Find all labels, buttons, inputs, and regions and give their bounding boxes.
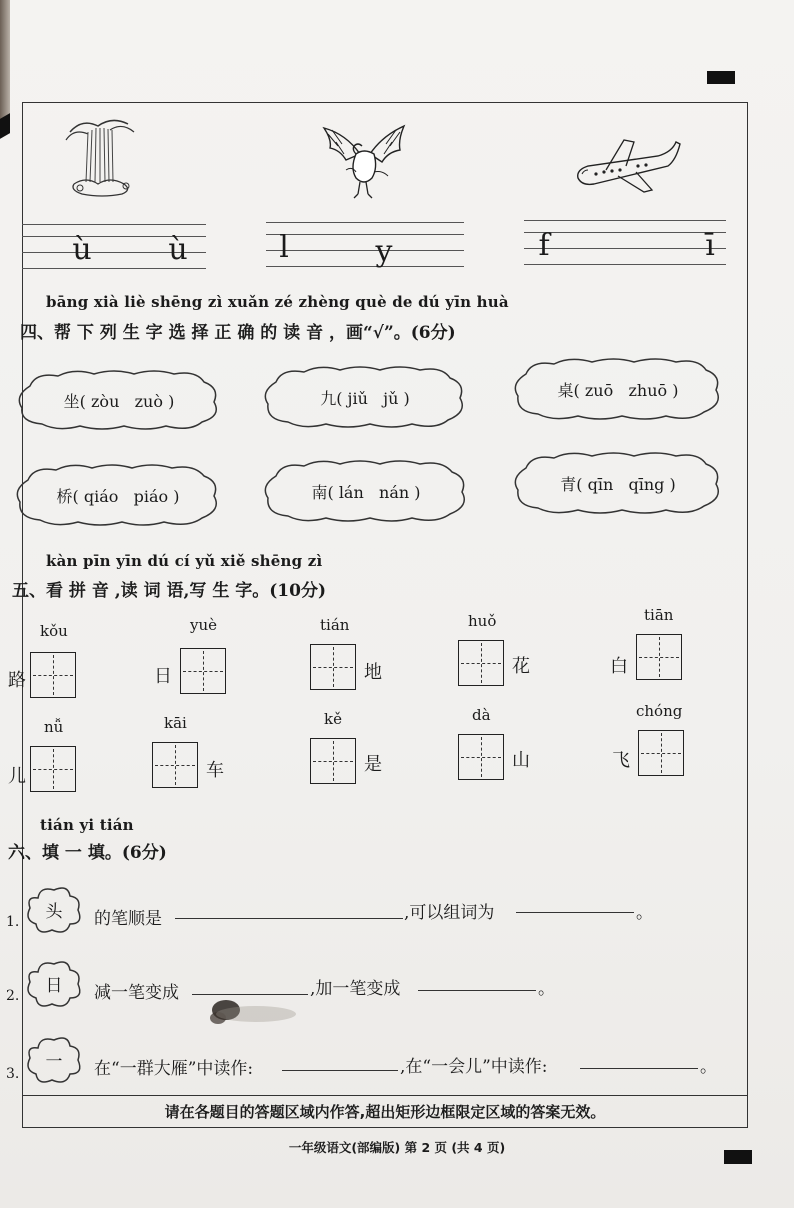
question-text: 在“一群大雁”中读作: [94,1059,254,1079]
word-pinyin: kě [324,710,342,728]
pinyin-staff-3 [524,218,726,276]
word-item [610,606,700,690]
question-text: 减一笔变成 [94,983,179,1003]
word-char-right: 地 [364,662,382,683]
answer-blank[interactable] [175,918,403,919]
word-char-left: 飞 [612,750,630,771]
pinyin-staff-2 [266,220,464,278]
notice-text: 请在各题目的答题区域内作答,超出矩形边框限定区域的答案无效。 [164,1103,606,1121]
character-flower-badge [24,958,84,1008]
tian-grid-box[interactable] [30,746,76,792]
cloud-text: 南( lán nán ) [311,482,421,502]
word-char-left: 白 [610,656,628,677]
page-footer: 一年级语文(部编版) 第 2 页 (共 4 页) [288,1140,506,1155]
word-pinyin: kāi [164,714,187,732]
eagle-illustration [316,120,412,204]
word-item [458,706,548,786]
reading-choice-cloud[interactable] [12,462,224,528]
word-item [152,714,242,794]
word-char-right: 花 [512,656,530,677]
reading-choice-cloud[interactable] [510,356,726,422]
question-text: ,在“一会儿”中读作: [400,1057,548,1077]
word-item [8,622,88,702]
tian-grid-box[interactable] [152,742,198,788]
answer-blank[interactable] [282,1070,398,1071]
question-end: 。 [700,1057,717,1077]
word-item [458,612,548,696]
answer-blank[interactable] [192,994,308,995]
page-shadow [0,0,10,120]
registration-mark-top [707,71,735,84]
flower-char: 一 [45,1051,63,1072]
word-char-right: 是 [364,754,382,775]
pinyin-staff-1 [22,222,206,280]
tian-grid-box[interactable] [310,738,356,784]
ink-smudge [196,996,306,1030]
reading-choice-cloud[interactable] [14,368,224,432]
answer-blank[interactable] [580,1068,698,1069]
tian-grid-box[interactable] [636,634,682,680]
section5-title: 五、看 拼 音 ,读 词 语,写 生 字。(10分) [12,581,327,601]
staff-letter: ī [705,228,715,263]
cloud-text: 九( jiǔ jǔ ) [320,388,410,408]
staff-letter: y [375,234,393,269]
word-item [310,710,400,790]
answer-blank[interactable] [516,912,634,913]
question-number: 1. [6,914,20,930]
reading-choice-cloud[interactable] [260,364,470,430]
answer-area-notice [22,1096,748,1128]
tian-grid-box[interactable] [30,652,76,698]
word-pinyin: chóng [636,702,683,720]
word-char-left: 日 [154,666,172,687]
word-char-right: 车 [206,760,224,781]
staff-letter: f [538,228,550,263]
staff-letter: l [279,230,289,265]
question-text: 的笔顺是 [94,909,162,929]
word-item [310,616,400,700]
question-text: ,可以组词为 [404,903,495,923]
question-end: 。 [538,979,555,999]
staff-letter: ù [168,232,188,267]
answer-blank[interactable] [418,990,536,991]
word-pinyin: nǚ [44,718,64,736]
cloud-text: 桥( qiáo piáo ) [56,486,180,506]
word-char-left: 儿 [8,766,26,787]
tian-grid-box[interactable] [638,730,684,776]
reading-choice-cloud[interactable] [260,458,472,524]
character-flower-badge [24,1034,84,1084]
section4-title: 四、帮 下 列 生 字 选 择 正 确 的 读 音 ，画“√”。(6分) [20,323,456,343]
section6-pinyin: tián yi tián [40,816,134,834]
tian-grid-box[interactable] [458,734,504,780]
cloud-text: 桌( zuō zhuō ) [557,380,679,400]
word-item [612,702,702,782]
section4-pinyin: bāng xià liè shēng zì xuǎn zé zhèng què de dú yīn huà [46,293,509,311]
question-text: ,加一笔变成 [310,979,401,999]
section6-title: 六、填 一 填。(6分) [8,843,167,863]
word-pinyin: tiān [644,606,674,624]
section5-pinyin: kàn pīn yīn dú cí yǔ xiě shēng zì [46,552,323,570]
question-end: 。 [636,903,653,923]
cloud-text: 青( qīn qīng ) [560,474,676,494]
flower-char: 头 [45,901,63,922]
word-pinyin: huǒ [468,612,497,630]
character-flower-badge [24,884,84,934]
word-char-left: 路 [8,670,26,691]
tian-grid-box[interactable] [458,640,504,686]
flower-char: 日 [45,975,63,996]
waterfall-illustration [62,110,138,198]
tian-grid-box[interactable] [180,648,226,694]
word-pinyin: kǒu [40,622,68,640]
word-item [8,718,88,798]
airplane-illustration [572,132,682,198]
reading-choice-cloud[interactable] [510,450,726,516]
word-pinyin: tián [320,616,350,634]
word-char-right: 山 [512,750,530,771]
word-pinyin: yuè [190,616,218,634]
word-pinyin: dà [472,706,491,724]
tian-grid-box[interactable] [310,644,356,690]
word-item [154,616,244,700]
staff-letter: ù [72,232,92,267]
question-number: 2. [6,988,20,1004]
cloud-text: 坐( zòu zuò ) [63,391,175,411]
question-number: 3. [6,1066,20,1082]
